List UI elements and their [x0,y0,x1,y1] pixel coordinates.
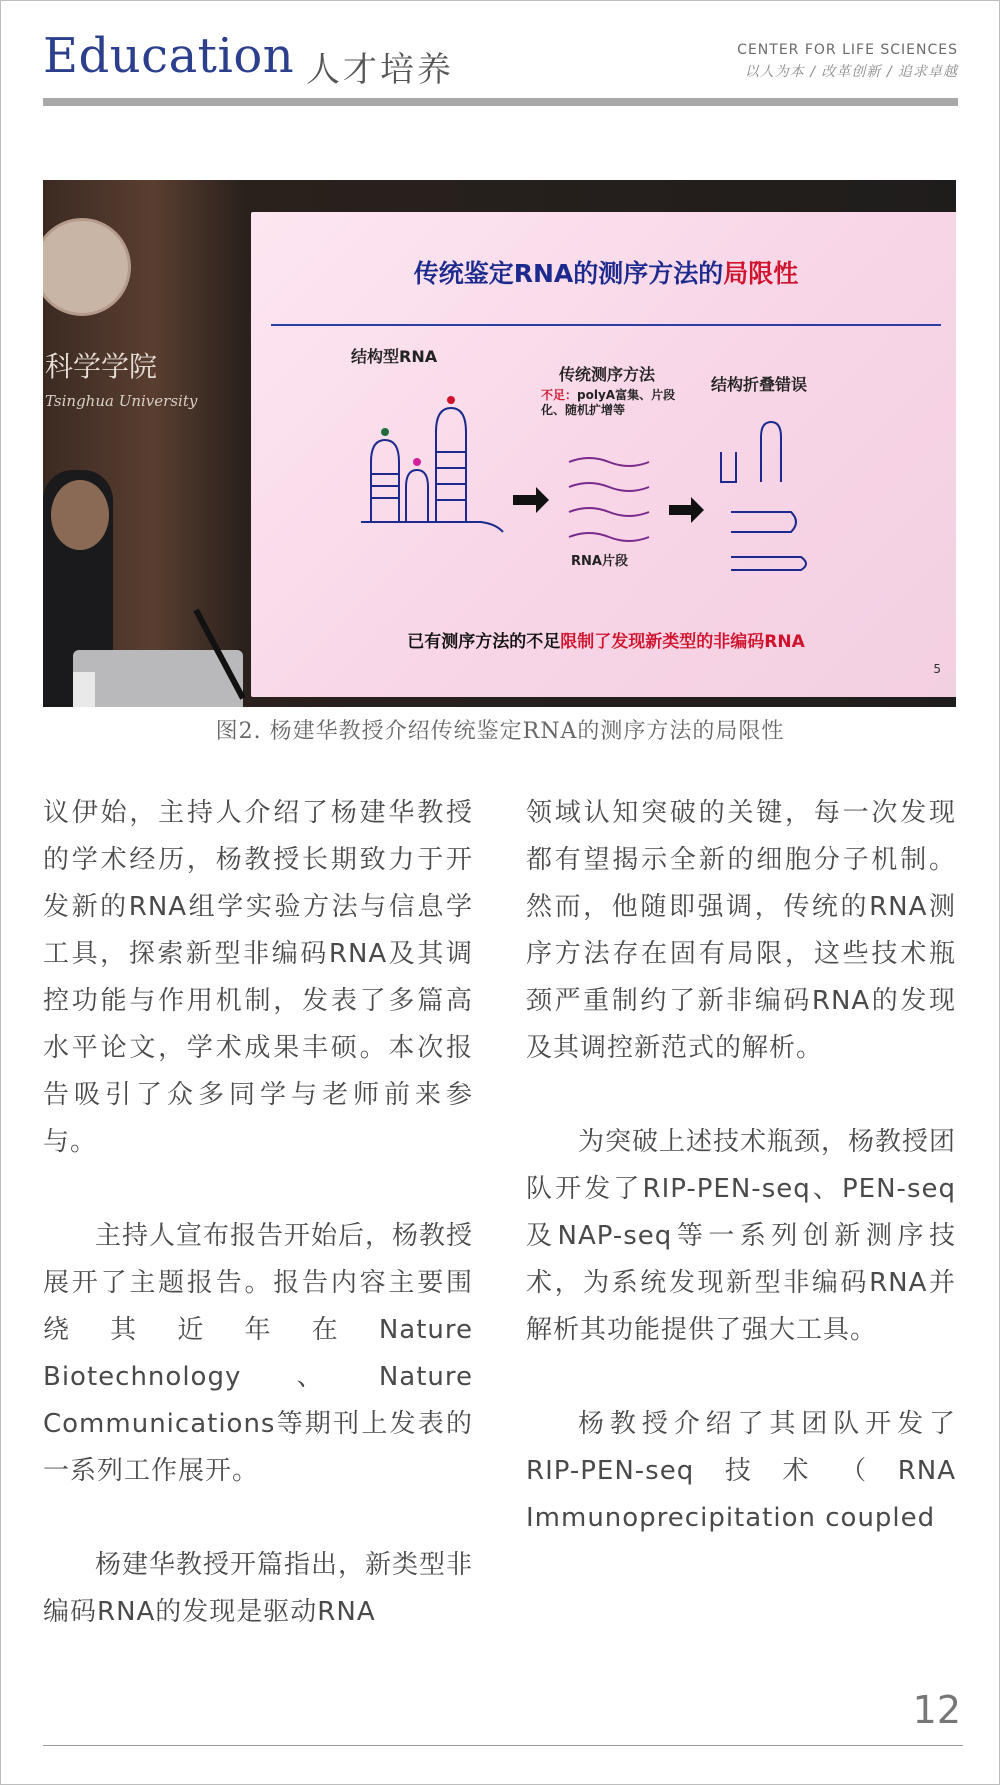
rna-marker-icon [381,428,389,436]
org-name: CENTER FOR LIFE SCIENCES [737,42,958,58]
slide-number: 5 [933,662,941,676]
slide-title-highlight: 局限性 [723,259,799,288]
water-bottle-icon [73,672,95,707]
figure-caption: 图2. 杨建华教授介绍传统鉴定RNA的测序方法的局限性 [215,719,785,744]
slide-diagram [251,212,956,697]
org-motto: 以人为本 ∕ 改革创新 ∕ 追求卓越 [744,64,958,80]
speaker-head [51,480,109,550]
left-column [43,790,473,1683]
rna-fragments-icon [569,458,649,541]
university-seal-icon [43,218,131,316]
slide-conclusion-main: 已有测序方法的不足 [407,632,561,652]
slide-label-traditional: 传统测序方法 [559,365,656,384]
arrow-right-icon [669,497,704,523]
paragraph: 领域认知突破的关键，每一次发现都有望揭示全新的细胞分子机制。然而，他随即强调，传统的RNA测序方法存在固有局限，这些技术瓶颈严重制约了新非编码RNA的发现及其调控新范式的解析。 [526,798,956,1063]
paragraph: 杨教授介绍了其团队开发了RIP-PEN-seq技术（RNA Immunoprecipitation coupled [526,1409,956,1533]
section-title-en: Education [43,28,295,84]
slide-conclusion-highlight: 限制了发现新类型的非编码RNA [560,632,805,652]
slide-conclusion [251,627,956,652]
slide-label-misfold: 结构折叠错误 [711,375,808,394]
wall-sign-cn: 科学学院 [45,350,158,383]
footer-rule [43,1745,963,1746]
paragraph: 主持人宣布报告开始后，杨教授展开了主题报告。报告内容主要围绕其近年在Nature Biotechnology、Nature Communications等期刊上发表的一系列工作展开。 [43,1221,474,1486]
misfolded-rna-icon [721,422,806,570]
slide-title-main: 传统鉴定RNA的测序方法的 [413,259,724,288]
paragraph: 为突破上述技术瓶颈，杨教授团队开发了RIP-PEN-seq、PEN-seq及NAP-seq等一系列创新测序技术，为系统发现新型非编码RNA并解析其功能提供了强大工具。 [526,1127,957,1345]
right-column [526,790,956,1589]
projection-screen [251,212,956,697]
paragraph: 议伊始，主持人介绍了杨建华教授的学术经历，杨教授长期致力于开发新的RNA组学实验方法与信息学工具，探索新型非编码RNA及其调控功能与作用机制，发表了多篇高水平论文，学术成果丰硕。本次报告吸引了众多同学与老师前来参与。 [43,798,473,1157]
rna-hairpin-icon [361,408,503,532]
section-title-cn: 人才培养 [306,50,454,90]
slide-note-text: polyA富集、片段化、随机扩增等 [541,388,676,417]
slide-label-structured-rna: 结构型RNA [351,347,438,366]
rna-marker-icon [447,396,455,404]
lecture-photo [43,180,956,707]
header-rule [43,98,958,106]
wall-sign-en: Tsinghua University [45,392,198,410]
arrow-right-icon [513,487,549,513]
page-number: 12 [912,1688,961,1732]
paragraph: 杨建华教授开篇指出，新类型非编码RNA的发现是驱动RNA [43,1550,474,1627]
rna-marker-icon [413,458,421,466]
slide-note-label: 不足： [541,388,578,402]
slide-label-fragments: RNA片段 [571,554,628,569]
page-header [43,28,958,108]
